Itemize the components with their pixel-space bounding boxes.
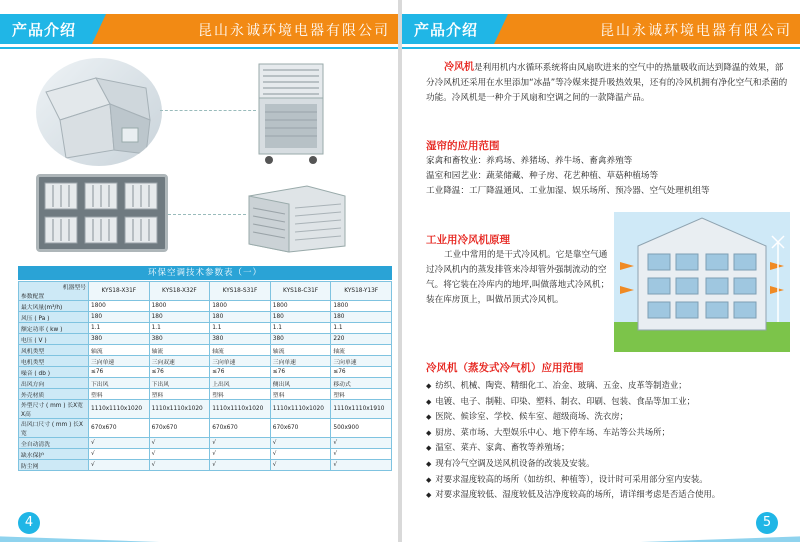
list-item: ◆ 厨房、菜市场、大型娱乐中心、地下停车场、车站等公共场所； — [426, 425, 792, 441]
table-row — [19, 378, 392, 389]
table-corner-cell — [19, 282, 89, 301]
table-cell: 三向单速 — [89, 356, 150, 367]
table-cell: 670x670 — [210, 419, 271, 438]
table-cell: 轴流 — [89, 345, 150, 356]
intro-paragraph — [426, 60, 788, 106]
table-cell: 1110x1110x1020 — [270, 400, 331, 419]
table-cell: 500x900 — [331, 419, 392, 438]
header-band — [0, 14, 398, 44]
table-cell: 侧出风 — [270, 378, 331, 389]
table-cell: 380 — [270, 334, 331, 345]
table-cell: 1110x1110x1910 — [331, 400, 392, 419]
table-cell: 塑料 — [149, 389, 210, 400]
list-item: ◆ 纺织、机械、陶瓷、精细化工、冶金、玻璃、五金、皮革等制造业； — [426, 378, 792, 394]
section-title-wet-curtain: 湿帘的应用范围 — [426, 140, 500, 152]
table-cell: 380 — [149, 334, 210, 345]
table-cell: √ — [331, 449, 392, 460]
row-label-cell: 电压 ( V ) — [19, 334, 89, 345]
table-cell: 1.1 — [149, 323, 210, 334]
table-cell: 180 — [270, 312, 331, 323]
corner-decoration — [0, 528, 398, 542]
table-header-row — [19, 282, 392, 301]
table-cell: ≤76 — [149, 367, 210, 378]
wet-curtain-list — [426, 154, 792, 199]
intro-lead: 冷风机 — [444, 62, 474, 73]
ventilated-building-illustration — [614, 212, 790, 352]
company-name: 昆山永诚环境电器有限公司 — [600, 23, 792, 39]
table-row — [19, 460, 392, 471]
table-cell: ≤76 — [331, 367, 392, 378]
corner-decoration — [402, 528, 800, 542]
table-cell: 下出风 — [149, 378, 210, 389]
table-cell: 380 — [210, 334, 271, 345]
principle-paragraph: 工业中常用的是干式冷风机。它是靠空气通过冷风机内的蒸发排管来冷却管外强制流动的空气。将它装在冷库内的地坪,叫做落地式冷风机；装在库房顶上，叫做吊顶式冷风机。 — [426, 250, 610, 305]
table-cell: √ — [149, 449, 210, 460]
table-cell: ≤76 — [89, 367, 150, 378]
table-cell: 1110x1110x1020 — [210, 400, 271, 419]
list-item: ◆ 医院、候诊室、学校、候车室、超级商场、洗衣房； — [426, 409, 792, 425]
header-band — [402, 14, 800, 44]
connector-line — [168, 214, 246, 215]
row-label-cell: 噪音 ( db ) — [19, 367, 89, 378]
row-label-cell: 防尘网 — [19, 460, 89, 471]
table-cell: √ — [210, 449, 271, 460]
table-cell: 670x670 — [89, 419, 150, 438]
corner-top-label: 机器型号 — [62, 285, 86, 291]
table-cell: 1800 — [89, 301, 150, 312]
model-header-cell: KYS18-Y13F — [331, 282, 392, 301]
table-cell: √ — [210, 438, 271, 449]
table-cell: √ — [89, 460, 150, 471]
table-cell: 1.1 — [89, 323, 150, 334]
model-header-cell: KYS18-C31F — [270, 282, 331, 301]
table-cell: 三向单速 — [270, 356, 331, 367]
connector-line — [160, 110, 256, 111]
model-header-cell: KYS18-X31F — [89, 282, 150, 301]
row-label-cell: 风机类型 — [19, 345, 89, 356]
table-cell: 1.1 — [210, 323, 271, 334]
page-number: 5 — [756, 512, 778, 534]
row-label-cell: 额定功率 ( kw ) — [19, 323, 89, 334]
table-cell: 1800 — [331, 301, 392, 312]
table-cell: √ — [270, 460, 331, 471]
table-cell: √ — [331, 438, 392, 449]
right-page — [402, 0, 800, 542]
section-title-application: 冷风机（蒸发式冷气机）应用范围 — [426, 362, 584, 374]
table-row — [19, 419, 392, 438]
table-cell: ≤76 — [210, 367, 271, 378]
section-title-principle: 工业用冷风机原理 — [426, 234, 510, 246]
table-cell: 轴流 — [149, 345, 210, 356]
spec-table-title: 环保空调技术参数表（一） — [18, 266, 392, 280]
wet-curtain-line: 温室和园艺业：蔬菜储藏、种子房、花艺种植、草菇种植场等 — [426, 171, 659, 181]
table-row — [19, 400, 392, 419]
table-cell: 1.1 — [270, 323, 331, 334]
table-cell: 三向双速 — [149, 356, 210, 367]
list-item: ◆ 电镀、电子、制鞋、印染、塑料、制衣、印刷、包装、食品等加工业； — [426, 394, 792, 410]
table-cell: √ — [89, 449, 150, 460]
table-cell: 220 — [331, 334, 392, 345]
wet-curtain-line: 工业降温：工厂降温通风、工业加湿、娱乐场所、预冷器、空气处理机组等 — [426, 186, 710, 196]
table-cell: 180 — [149, 312, 210, 323]
table-cell: 180 — [331, 312, 392, 323]
table-row — [19, 312, 392, 323]
table-cell: 下出风 — [89, 378, 150, 389]
table-cell: 380 — [89, 334, 150, 345]
table-row — [19, 449, 392, 460]
duct-system-image — [36, 58, 162, 166]
header-rule — [402, 47, 800, 49]
header-rule — [0, 47, 398, 49]
table-cell: 180 — [89, 312, 150, 323]
list-item: ◆ 对要求湿度较高的场所（如纺织、种植等），设计时可采用部分室内安装。 — [426, 472, 792, 488]
table-cell: √ — [89, 438, 150, 449]
section-tag: 产品介绍 — [414, 21, 479, 39]
table-row — [19, 389, 392, 400]
industrial-cooler-image — [245, 182, 349, 254]
row-label-cell: 外壳材质 — [19, 389, 89, 400]
list-item: ◆ 现有冷气空调及送风机设备的改装及安装。 — [426, 456, 792, 472]
table-cell: 1800 — [270, 301, 331, 312]
table-cell: √ — [331, 460, 392, 471]
row-label-cell: 出风方向 — [19, 378, 89, 389]
row-label-cell: 出风口尺寸 ( mm ) 长X宽 — [19, 419, 89, 438]
table-cell: √ — [149, 460, 210, 471]
spec-table — [18, 281, 392, 471]
list-item: ◆ 对要求湿度较低、湿度较低及洁净度较高的场所，请详细考虑是否适合使用。 — [426, 487, 792, 503]
table-cell: 670x670 — [270, 419, 331, 438]
table-cell: √ — [149, 438, 210, 449]
left-page — [0, 0, 398, 542]
corner-bottom-label: 参数配置 — [21, 294, 45, 300]
model-header-cell: KYS18-S31F — [210, 282, 271, 301]
intro-body: 是利用机内水循环系统将由风扇吹进来的空气中的热量吸收而达到降温的效果，部分冷风机还采用在水里添加“冰晶”等冷媒来提升吸热效果，还有的冷风机拥有净化空气和杀菌的功能。冷风机是一种介于风扇和空调之间的一款降温产品。 — [426, 63, 788, 103]
row-label-cell: 缺水保护 — [19, 449, 89, 460]
table-cell: 1800 — [149, 301, 210, 312]
table-cell: 塑料 — [210, 389, 271, 400]
table-cell: 三向单速 — [331, 356, 392, 367]
row-label-cell: 电机类型 — [19, 356, 89, 367]
table-row — [19, 438, 392, 449]
air-grille-image — [36, 174, 168, 252]
table-cell: 1110x1110x1020 — [89, 400, 150, 419]
section-tag: 产品介绍 — [12, 21, 77, 39]
page-number: 4 — [18, 512, 40, 534]
table-cell: √ — [210, 460, 271, 471]
table-cell: ≤76 — [270, 367, 331, 378]
model-header-cell: KYS18-X32F — [149, 282, 210, 301]
table-cell: 塑料 — [331, 389, 392, 400]
portable-cooler-image — [255, 62, 327, 166]
table-row — [19, 345, 392, 356]
table-row — [19, 323, 392, 334]
list-item: ◆ 温室、菜卉、家禽、畜牧等养殖场； — [426, 440, 792, 456]
table-cell: √ — [270, 438, 331, 449]
table-cell: 1.1 — [331, 323, 392, 334]
table-cell: 塑料 — [89, 389, 150, 400]
table-cell: 三向单速 — [210, 356, 271, 367]
table-cell: 移动式 — [331, 378, 392, 389]
table-cell: 轴流 — [270, 345, 331, 356]
table-cell: 轴流 — [331, 345, 392, 356]
table-cell: 1800 — [210, 301, 271, 312]
application-list — [426, 378, 792, 503]
row-label-cell: 全自动清洗 — [19, 438, 89, 449]
table-cell: 180 — [210, 312, 271, 323]
table-cell: 1110x1110x1020 — [149, 400, 210, 419]
row-label-cell: 风压 ( Pa ) — [19, 312, 89, 323]
table-row — [19, 334, 392, 345]
table-cell: √ — [270, 449, 331, 460]
table-row — [19, 356, 392, 367]
table-row — [19, 301, 392, 312]
row-label-cell: 外型尺寸 ( mm ) 长X宽X高 — [19, 400, 89, 419]
table-cell: 上出风 — [210, 378, 271, 389]
wet-curtain-line: 家禽和畜牧业：养鸡场、养猪场、养牛场、畜禽养殖等 — [426, 156, 633, 166]
table-row — [19, 367, 392, 378]
row-label-cell: 最大风量(m³/h) — [19, 301, 89, 312]
table-cell: 轴流 — [210, 345, 271, 356]
company-name: 昆山永诚环境电器有限公司 — [198, 23, 390, 39]
table-cell: 塑料 — [270, 389, 331, 400]
table-cell: 670x670 — [149, 419, 210, 438]
